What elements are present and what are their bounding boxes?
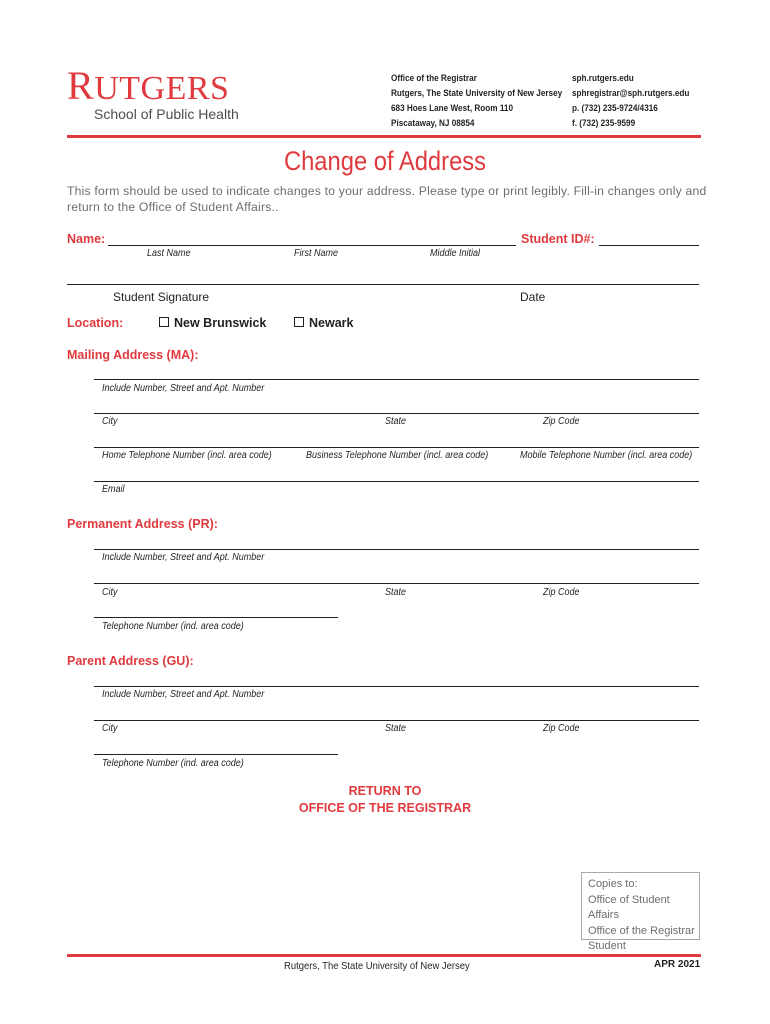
office-line: Office of the Registrar [391, 73, 477, 84]
return-instructions [0, 783, 770, 817]
form-instructions: This form should be used to indicate changes to your address. Please type or print legibly. Fill-in changes only and return to the Office of Student Affairs.. [67, 184, 707, 214]
copies-box [581, 872, 700, 952]
middle-initial-caption: Middle Initial [430, 248, 481, 259]
city-caption: City [102, 723, 118, 734]
mobile-phone-caption: Mobile Telephone Number (incl. area code) [520, 450, 693, 461]
parent-city-field[interactable] [94, 720, 699, 721]
mailing-street-field[interactable] [94, 379, 699, 380]
city-caption: City [102, 416, 118, 427]
permanent-phone-field[interactable] [94, 617, 338, 618]
contact-line: f. (732) 235-9599 [572, 118, 636, 129]
home-phone-caption: Home Telephone Number (incl. area code) [102, 450, 272, 461]
student-id-label: Student ID#: [521, 232, 595, 246]
return-line: RETURN TO [348, 784, 422, 798]
contact-line: p. (732) 235-9724/4316 [572, 103, 658, 114]
footer-university: Rutgers, The State University of New Jersey [284, 960, 470, 972]
contact-line: sph.rutgers.edu [572, 73, 634, 84]
business-phone-caption: Business Telephone Number (incl. area code) [306, 450, 489, 461]
page-title: Change of Address [283, 146, 487, 176]
office-contact [572, 71, 689, 131]
checkbox-icon[interactable] [159, 317, 169, 327]
signature-label: Student Signature [113, 290, 210, 304]
option-label: New Brunswick [174, 316, 267, 330]
email-caption: Email [102, 484, 125, 495]
copies-line: Copies to: [588, 878, 638, 890]
mailing-phone-field[interactable] [94, 447, 699, 448]
office-line: Piscataway, NJ 08854 [391, 118, 475, 129]
street-caption: Include Number, Street and Apt. Number [102, 689, 265, 700]
mailing-email-field[interactable] [94, 481, 699, 482]
checkbox-icon[interactable] [294, 317, 304, 327]
permanent-heading: Permanent Address (PR): [67, 517, 218, 531]
header-rule [67, 135, 701, 138]
name-label: Name: [67, 232, 106, 246]
footer-rule [67, 954, 701, 957]
location-label: Location: [67, 316, 124, 330]
state-caption: State [385, 416, 407, 427]
parent-heading: Parent Address (GU): [67, 654, 194, 668]
copies-line: Office of the Registrar [588, 924, 695, 937]
permanent-street-field[interactable] [94, 549, 699, 550]
option-label: Newark [309, 316, 354, 330]
signature-field[interactable] [67, 284, 699, 285]
copies-line: Office of Student Affairs [588, 893, 670, 921]
street-caption: Include Number, Street and Apt. Number [102, 552, 265, 563]
permanent-city-field[interactable] [94, 583, 699, 584]
parent-street-field[interactable] [94, 686, 699, 687]
zip-caption: Zip Code [543, 723, 580, 734]
office-line: 683 Hoes Lane West, Room 110 [391, 103, 513, 114]
state-caption: State [385, 723, 407, 734]
state-caption: State [385, 587, 407, 598]
parent-phone-field[interactable] [94, 754, 338, 755]
logo-subtitle: School of Public Health [94, 106, 239, 122]
phone-caption: Telephone Number (ind. area code) [102, 621, 244, 632]
city-caption: City [102, 587, 118, 598]
last-name-caption: Last Name [147, 248, 191, 259]
zip-caption: Zip Code [543, 416, 580, 427]
rutgers-logo: RUTGERS [67, 63, 230, 108]
mailing-heading: Mailing Address (MA): [67, 348, 199, 362]
first-name-caption: First Name [294, 248, 339, 259]
name-field[interactable] [108, 245, 516, 246]
office-line: Rutgers, The State University of New Jersey [391, 88, 563, 99]
date-label: Date [520, 290, 546, 304]
mailing-city-field[interactable] [94, 413, 699, 414]
office-address [391, 71, 562, 131]
return-line: OFFICE OF THE REGISTRAR [298, 801, 472, 815]
student-id-field[interactable] [599, 245, 699, 246]
footer-date: APR 2021 [654, 959, 701, 970]
street-caption: Include Number, Street and Apt. Number [102, 383, 265, 394]
location-option-newark[interactable] [294, 316, 353, 330]
location-option-new-brunswick[interactable] [159, 316, 266, 330]
copies-line: Student [588, 940, 626, 952]
contact-line: sphregistrar@sph.rutgers.edu [572, 88, 690, 99]
zip-caption: Zip Code [543, 587, 580, 598]
phone-caption: Telephone Number (ind. area code) [102, 758, 244, 769]
